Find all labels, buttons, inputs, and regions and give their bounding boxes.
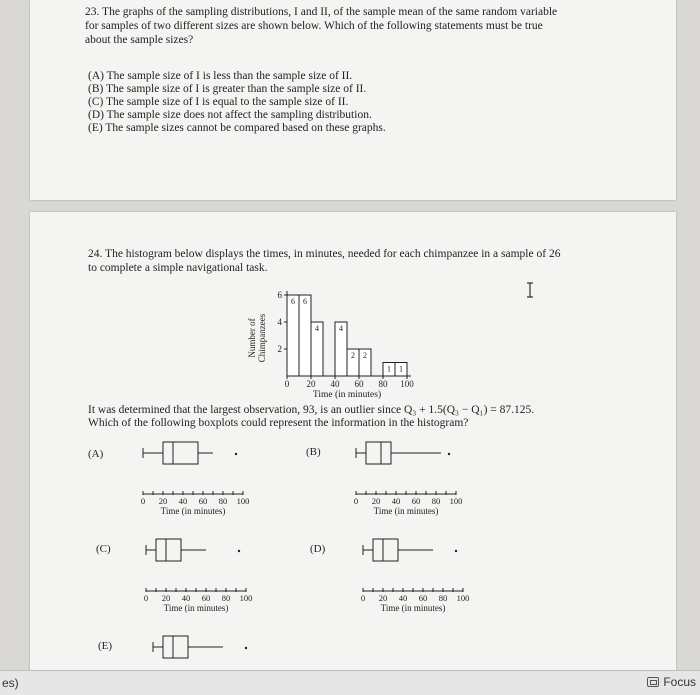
boxplot-axis-tick-label: 60	[418, 593, 428, 603]
q23-option-d[interactable]: (D) The sample size does not affect the sampling distribution.	[88, 109, 372, 121]
boxplot-outlier-point	[245, 647, 247, 649]
histogram-bar	[299, 295, 311, 376]
boxplot-box	[373, 539, 398, 561]
boxplot-axis-tick-label: 0	[140, 496, 146, 506]
boxplot-b[interactable]	[348, 440, 473, 520]
boxplot-outlier-point	[235, 453, 237, 455]
boxplot-box	[163, 442, 198, 464]
boxplot-outlier-point	[455, 550, 457, 552]
q23-option-c[interactable]: (C) The sample size of I is equal to the sample size of II.	[88, 96, 349, 108]
histogram-chart	[215, 278, 414, 408]
boxplot-option-b-label[interactable]: (B)	[306, 446, 321, 458]
boxplot-axis-label: Time (in minutes)	[380, 603, 446, 613]
bottom-bar-left-text: es)	[2, 676, 19, 690]
boxplot-box	[156, 539, 181, 561]
histogram-data-label: 2	[351, 351, 355, 360]
boxplot-axis-tick-label: 80	[438, 593, 448, 603]
boxplot-axis-tick-label: 100	[236, 496, 250, 506]
boxplot-e[interactable]	[145, 634, 270, 674]
boxplot-axis-tick-label: 0	[143, 593, 149, 603]
focus-label: Focus	[663, 675, 696, 689]
histogram-data-label: 4	[339, 324, 343, 333]
q24-outlier-line2: Which of the following boxplots could represent the information in the histogram?	[88, 417, 469, 429]
boxplot-outlier-point	[448, 453, 450, 455]
histogram-y-tick-label: 4	[277, 317, 282, 327]
boxplot-option-e-label[interactable]: (E)	[98, 640, 113, 652]
focus-button[interactable]	[647, 675, 696, 689]
boxplot-axis-tick-label: 0	[353, 496, 359, 506]
histogram-x-tick-label: 100	[400, 379, 414, 389]
boxplot-option-d-label[interactable]: (D)	[310, 543, 326, 555]
boxplot-axis-label: Time (in minutes)	[160, 506, 226, 516]
boxplot-axis-tick-label: 60	[198, 496, 208, 506]
q24-outlier-line1: It was determined that the largest observation, 93, is an outlier since Q₃ + 1.5(Q₃ − Q₁) = 87.125.	[88, 404, 535, 416]
boxplot-axis-tick-label: 20	[378, 593, 388, 603]
boxplot-outlier-point	[238, 550, 240, 552]
boxplot-axis-tick-label: 60	[411, 496, 421, 506]
histogram-data-label: 1	[387, 364, 391, 374]
boxplot-option-c-label[interactable]: (C)	[96, 543, 111, 555]
histogram-x-tick-label: 20	[306, 379, 316, 389]
boxplot-d[interactable]	[355, 537, 480, 617]
boxplot-axis-tick-label: 100	[449, 496, 463, 506]
boxplot-axis-tick-label: 80	[221, 593, 231, 603]
boxplot-axis-tick-label: 40	[178, 496, 188, 506]
question-23-panel	[30, 0, 676, 200]
text-cursor-icon	[524, 282, 536, 298]
q24-text-line1: 24. The histogram below displays the times, in minutes, needed for each chimpanzee in a sample of 26	[88, 248, 561, 260]
q23-option-b[interactable]: (B) The sample size of I is greater than the sample size of II.	[88, 83, 367, 95]
q23-text-line2: for samples of two different sizes are shown below. Which of the following statements must be true	[85, 20, 543, 32]
q23-option-e[interactable]: (E) The sample sizes cannot be compared based on these graphs.	[88, 122, 386, 134]
q23-text-line3: about the sample sizes?	[85, 34, 194, 46]
histogram-y-tick-label: 2	[277, 344, 282, 354]
focus-icon	[647, 677, 659, 687]
boxplot-axis-tick-label: 100	[239, 593, 253, 603]
q24-text-line2: to complete a simple navigational task.	[88, 262, 268, 274]
boxplot-c[interactable]	[138, 537, 263, 617]
boxplot-axis-label: Time (in minutes)	[163, 603, 229, 613]
histogram-x-tick-label: 60	[354, 379, 364, 389]
boxplot-box	[366, 442, 391, 464]
boxplot-axis-tick-label: 40	[181, 593, 191, 603]
boxplot-axis-tick-label: 20	[161, 593, 171, 603]
bottom-bar	[0, 670, 700, 695]
histogram-x-tick-label: 0	[284, 379, 290, 389]
histogram-data-label: 6	[291, 297, 295, 306]
boxplot-option-a-label[interactable]: (A)	[88, 448, 104, 460]
histogram-data-label: 2	[363, 351, 367, 360]
boxplot-box	[163, 636, 188, 658]
boxplot-axis-tick-label: 20	[158, 496, 168, 506]
histogram-data-label: 4	[315, 324, 319, 333]
boxplot-axis-label: Time (in minutes)	[373, 506, 439, 516]
histogram-data-label: 1	[399, 364, 403, 374]
boxplot-axis-tick-label: 0	[360, 593, 366, 603]
boxplot-axis-tick-label: 100	[456, 593, 470, 603]
boxplot-axis-tick-label: 80	[431, 496, 441, 506]
q23-text-line1: 23. The graphs of the sampling distributions, I and II, of the sample mean of the same random variable	[85, 6, 558, 18]
histogram-data-label: 6	[303, 297, 307, 306]
boxplot-axis-tick-label: 40	[391, 496, 401, 506]
histogram-x-tick-label: 80	[378, 379, 388, 389]
boxplot-axis-tick-label: 20	[371, 496, 381, 506]
histogram-x-label: Time (in minutes)	[312, 390, 382, 400]
boxplot-axis-tick-label: 80	[218, 496, 228, 506]
histogram-y-label-line2: Chimpanzees	[257, 313, 267, 363]
histogram-bar	[287, 295, 299, 376]
histogram-y-tick-label: 6	[277, 290, 282, 300]
histogram-x-tick-label: 40	[330, 379, 340, 389]
boxplot-axis-tick-label: 40	[398, 593, 408, 603]
histogram-y-label-line1: Number of	[247, 318, 257, 358]
q23-option-a[interactable]: (A) The sample size of I is less than the sample size of II.	[88, 70, 353, 82]
boxplot-a[interactable]	[135, 440, 260, 520]
boxplot-axis-tick-label: 60	[201, 593, 211, 603]
question-24-panel	[30, 212, 676, 682]
